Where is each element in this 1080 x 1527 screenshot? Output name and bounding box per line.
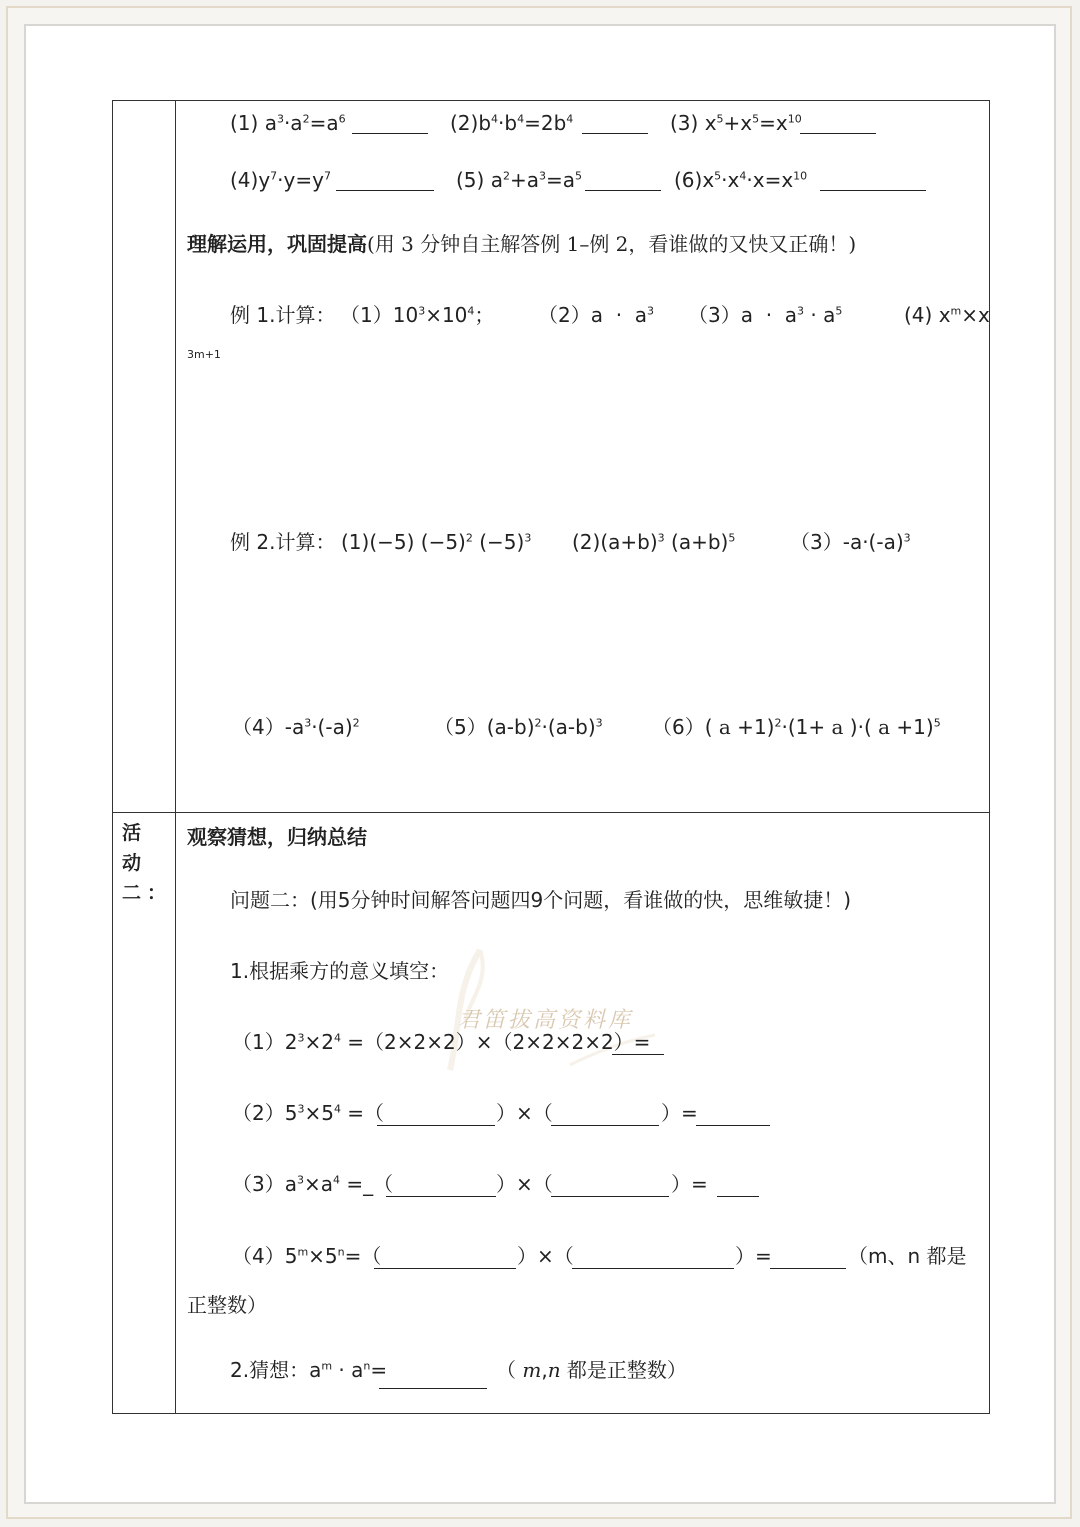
fill-item-3-end: ）= bbox=[671, 1172, 708, 1196]
answer-blank[interactable] bbox=[696, 1107, 770, 1126]
table-row-divider bbox=[112, 812, 990, 813]
answer-blank[interactable] bbox=[717, 1178, 759, 1197]
example1-label: 例 1.计算： bbox=[230, 303, 336, 327]
fill-item-4-wrap: 正整数） bbox=[187, 1293, 267, 1317]
watermark-text: 君笛拔高资料库 bbox=[458, 1008, 634, 1033]
section-heading: 理解运用，巩固提高(用 3 分钟自主解答例 1–例 2，看谁做的又快又正确！) bbox=[187, 232, 857, 256]
guess-label: 2.猜想：$a^m \cdot a^n=$ bbox=[230, 1358, 388, 1382]
example1-overflow: 3m+1 bbox=[187, 348, 221, 361]
example2-item-1: (1)(−5) $(-5)^2$ $(-5)^3$ bbox=[341, 530, 532, 554]
answer-blank[interactable] bbox=[612, 1036, 664, 1055]
question2-text: 问题二：(用5分钟时间解答问题四9个问题，看谁做的快，思维敏捷！) bbox=[230, 888, 852, 912]
worksheet-table bbox=[112, 100, 990, 1414]
fill-title: 1.根据乘方的意义填空： bbox=[230, 959, 450, 983]
example1-item-3: $(3)a \cdot a^3 \cdot a^5$ bbox=[688, 303, 843, 327]
example1-item-2: $(2)a \cdot a^3$ bbox=[538, 303, 655, 327]
judge-item-6: $(6)x^5\cdot x^4\cdot x=x^{10}$ bbox=[674, 168, 808, 192]
example2-item-2: $(2)(a+b)^3$ $(a+b)^5$ bbox=[572, 530, 736, 554]
answer-blank[interactable] bbox=[800, 115, 876, 134]
answer-blank[interactable] bbox=[551, 1107, 659, 1126]
fill-item-2-mid: ）×（ bbox=[496, 1101, 553, 1125]
answer-blank[interactable] bbox=[377, 1107, 495, 1126]
fill-item-2: $(2)5^3\times 5^4$ =（ bbox=[232, 1101, 385, 1125]
example2-item-6: （6）( a +1)$^2$·(1+ a )·( a +1)$^5$ bbox=[652, 715, 941, 739]
judge-item-5: (5) $a^2+a^3=a^5$ bbox=[456, 168, 582, 192]
example1-item-4: (4) $x^m\times x$ bbox=[904, 303, 990, 327]
fill-item-4-tail: （m、n 都是 bbox=[848, 1244, 967, 1268]
judge-item-3: (3) $x^5+x^5=x^{10}$ bbox=[670, 111, 802, 135]
judge-item-4: $(4)y^7\cdot y=y^7$ bbox=[230, 168, 331, 192]
answer-blank[interactable] bbox=[352, 115, 428, 134]
answer-blank[interactable] bbox=[551, 1178, 669, 1197]
example2-item-4: $(4)-a^3\cdot(-a)^2$ bbox=[232, 715, 360, 739]
fill-item-4-mid: ）×（ bbox=[517, 1244, 574, 1268]
fill-item-1: $(1)2^3\times 2^4 =(2\times 2\times 2)\times(2\times 2\times 2\times 2)=$ bbox=[232, 1030, 651, 1054]
answer-blank[interactable] bbox=[770, 1250, 846, 1269]
table-column-divider bbox=[175, 100, 176, 1414]
answer-blank[interactable] bbox=[386, 1178, 496, 1197]
example2-label: 例 2.计算： bbox=[230, 530, 336, 554]
guess-note: （ m,n 都是正整数） bbox=[496, 1358, 687, 1382]
fill-item-4: $(4)5^m\times 5^n=$（ bbox=[232, 1244, 382, 1268]
answer-blank[interactable] bbox=[572, 1250, 734, 1269]
answer-blank[interactable] bbox=[820, 172, 926, 191]
answer-blank[interactable] bbox=[585, 172, 661, 191]
activity-label: 活 动 二： bbox=[122, 822, 173, 904]
example2-item-5: $(5)(a-b)^2\cdot(a-b)^3$ bbox=[434, 715, 603, 739]
judge-item-2: $(2)b^4\cdot b^4=2b^4$ bbox=[450, 111, 574, 135]
example2-item-3: $(3)-a\cdot(-a)^3$ bbox=[790, 530, 911, 554]
example1-item-1: $(1)10^3\times 10^4$； bbox=[340, 303, 495, 327]
judge-item-1: (1) $a^3\cdot a^2=a^6$ bbox=[230, 111, 346, 135]
fill-item-3-mid: ）×（ bbox=[496, 1172, 553, 1196]
answer-blank[interactable] bbox=[336, 172, 434, 191]
fill-item-3: $(3)a^3\times a^4$ =_（ bbox=[232, 1172, 394, 1196]
fill-item-2-end: ）= bbox=[661, 1101, 698, 1125]
answer-blank[interactable] bbox=[374, 1250, 516, 1269]
answer-blank[interactable] bbox=[379, 1370, 487, 1389]
activity-heading: 观察猜想，归纳总结 bbox=[187, 825, 367, 849]
answer-blank[interactable] bbox=[582, 115, 648, 134]
fill-item-4-end: ）= bbox=[735, 1244, 772, 1268]
